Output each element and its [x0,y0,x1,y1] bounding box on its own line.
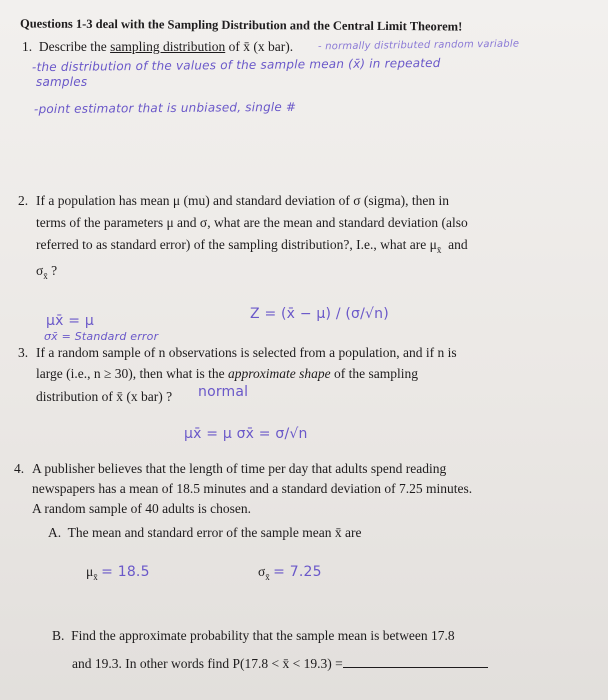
q1-answer-line3: samples [36,75,88,89]
q1-underlined-term: sampling distribution [110,39,226,54]
q3-answer: normal [198,384,249,400]
q4-line2: newspapers has a mean of 18.5 minutes and a standard deviation of 7.25 minutes. [32,481,473,496]
q4-partA [48,524,362,541]
q1-answer-line2: -the distribution of the values of the sample mean (x̄) in repeated [31,55,441,75]
q3-line1: If a random sample of n observations is selected from a population, and if n is [36,345,457,360]
q4-partB-answer-blank[interactable] [343,657,488,668]
q3-line2-italic: approximate shape [228,366,331,381]
q1-answer-line1: - normally distributed random variable [317,38,520,53]
q3-line3: distribution of x̄ (x bar) ? [36,389,173,404]
q4-partB-line1: Find the approximate probability that the sample mean is between 17.8 [71,628,455,643]
q3-number: 3. [18,345,29,360]
q4-mu-answer-row [86,563,150,582]
q2-line4-end: ? [51,263,58,278]
q4-mu-answer: = 18.5 [101,564,150,580]
q2-line2: terms of the parameters μ and σ, what are the mean and standard deviation (also [36,215,468,230]
q4-partA-label: A. [48,525,62,540]
q3-line2-end: of the sampling [330,366,418,381]
q2-sigma-symbol: σ [36,263,44,278]
q1-prefix: Describe the [38,39,111,54]
q2-mu-subscript: x̄ [436,245,442,255]
q2-line4 [36,262,57,281]
q3-answer-formula: μx̄ = μ σx̄ = σ/√n [184,426,308,442]
q4-line1: A publisher believes that the length of time per day that adults spend reading [32,461,447,476]
q3-line2 [36,365,418,382]
q2-answer-se: σx̄ = Standard error [44,330,159,343]
q1-suffix: of x̄ (x bar). [225,39,294,54]
q2-answer-z: Z = (x̄ − μ) / (σ/√n) [250,306,389,322]
q2-number: 2. [18,193,29,208]
q4-sigma-answer: = 7.25 [273,564,322,580]
q2-sigma-subscript: x̄ [43,271,48,281]
page-title: Questions 1-3 deal with the Sampling Distribution and the Central Limit Theorem! [19,16,463,34]
q4-sigma-subscript: x̄ [265,572,270,582]
q4-sigma-symbol: σ [258,564,266,579]
q4-line3: A random sample of 40 adults is chosen. [32,501,251,516]
q2-answer-mean: μx̄ = μ [46,313,94,329]
q1-text [22,38,293,55]
q4-mu-subscript: x̄ [93,572,98,582]
q2-line3-end: and [448,237,468,252]
q2-line1: If a population has mean μ (mu) and standard deviation of σ (sigma), then in [36,193,450,208]
q4-partB-line2-row [72,655,488,672]
q4-number: 4. [14,461,25,476]
q4-mu-symbol: μ [86,564,94,579]
q1-number: 1. [22,39,33,54]
q4-partB [52,627,455,644]
q1-answer-line4: -point estimator that is unbiased, single # [33,99,297,117]
q4-sigma-answer-row [258,563,322,582]
q4-partA-text: The mean and standard error of the sample mean x̄ are [67,525,362,540]
q4-partB-line2: and 19.3. In other words find P(17.8 < x̄ < 19.3) = [72,656,343,671]
q3-line2-text: large (i.e., n ≥ 30), then what is the [36,366,228,381]
q4-partB-label: B. [52,628,65,643]
q2-line3 [36,236,468,255]
q2-line3-text: referred to as standard error) of the sampling distribution?, I.e., what are μ [36,237,437,252]
